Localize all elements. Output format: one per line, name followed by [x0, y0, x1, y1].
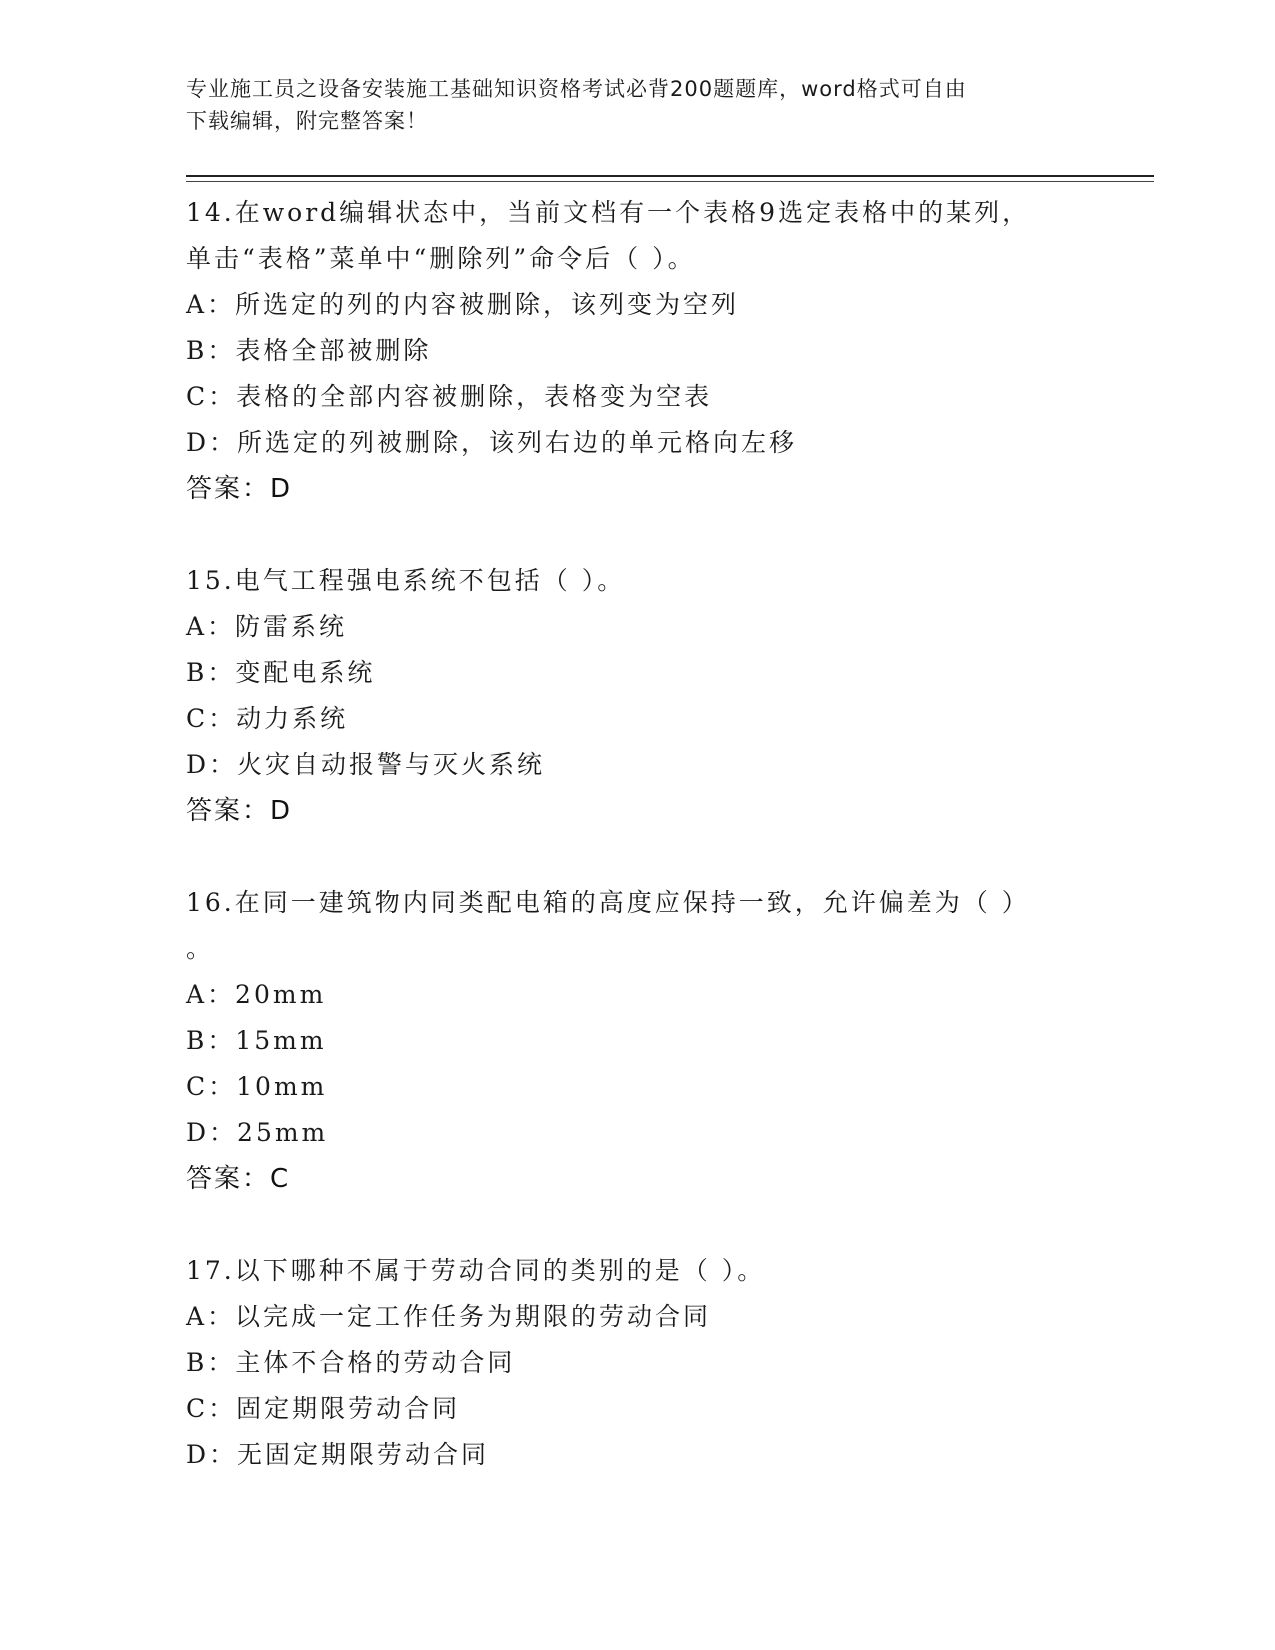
option-c: C：表格的全部内容被删除，表格变为空表 [186, 382, 713, 411]
option-c: C：10mm [186, 1072, 328, 1101]
option-d: D：所选定的列被删除，该列右边的单元格向左移 [186, 428, 798, 457]
question-stem: 16.在同一建筑物内同类配电箱的高度应保持一致，允许偏差为（ ） [186, 888, 1030, 917]
question-stem-tail: 。 [186, 934, 212, 963]
option-b: B：主体不合格的劳动合同 [186, 1348, 516, 1377]
option-b: B：15mm [186, 1026, 327, 1055]
question-list [186, 190, 1086, 1524]
option-c: C：固定期限劳动合同 [186, 1394, 461, 1423]
question-17 [186, 1248, 1086, 1478]
question-stem: 14.在word编辑状态中，当前文档有一个表格9选定表格中的某列， [186, 198, 1031, 227]
document-header [186, 73, 1066, 137]
question-stem: 单击“表格”菜单中“删除列”命令后（ ）。 [186, 244, 696, 273]
answer-line: 答案：D [186, 796, 293, 826]
option-d: D：25mm [186, 1118, 329, 1147]
question-15 [186, 558, 1086, 834]
option-a: A：以完成一定工作任务为期限的劳动合同 [186, 1302, 712, 1331]
question-14 [186, 190, 1086, 512]
option-b: B：变配电系统 [186, 658, 376, 687]
option-a: A：防雷系统 [186, 612, 348, 641]
option-b: B：表格全部被删除 [186, 336, 432, 365]
question-stem: 15.电气工程强电系统不包括（ ）。 [186, 566, 626, 595]
option-d: D：火灾自动报警与灭火系统 [186, 750, 546, 779]
option-c: C：动力系统 [186, 704, 349, 733]
option-d: D：无固定期限劳动合同 [186, 1440, 490, 1469]
header-divider-thin [186, 181, 1154, 182]
option-a: A：20mm [186, 980, 327, 1009]
question-stem: 17.以下哪种不属于劳动合同的类别的是（ ）。 [186, 1256, 766, 1285]
question-16 [186, 880, 1086, 1202]
header-line-1: 专业施工员之设备安装施工基础知识资格考试必背200题题库，word格式可自由 [186, 77, 967, 101]
answer-line: 答案：D [186, 474, 293, 504]
header-line-2: 下载编辑，附完整答案！ [186, 109, 428, 133]
header-divider-thick [186, 175, 1154, 177]
option-a: A：所选定的列的内容被删除，该列变为空列 [186, 290, 740, 319]
answer-line: 答案：C [186, 1164, 291, 1194]
